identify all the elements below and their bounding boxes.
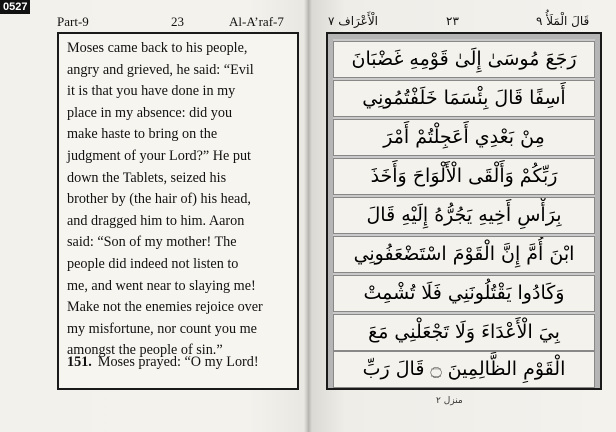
translation-line: amongst the people of sin.” (67, 342, 223, 359)
translation-line: my misfortune, nor count you me (67, 320, 257, 337)
arabic-text-block (333, 39, 595, 383)
verse-151 (67, 352, 291, 372)
verse-text: Moses prayed: “O my Lord! (97, 354, 259, 370)
arabic-line: رَبِّكُمْ وَأَلْقَى الْأَلْوَاحَ وَأَخَذَ (333, 158, 595, 195)
translation-line: brother by (the hair of) his head, (67, 191, 251, 208)
arabic-line: بِرَأْسِ أَخِيهِ يَجُرُّهُ إِلَيْهِ قَالَ (333, 197, 595, 234)
translation-frame (57, 32, 299, 390)
translation-line: me, and went near to slaying me! (67, 277, 256, 294)
translation-line: Make not the enemies rejoice over (67, 299, 263, 316)
book-gutter (304, 0, 312, 432)
translation-text (67, 38, 291, 362)
translation-line: it is that you have done in my (67, 83, 236, 100)
left-header-surah: Al-A’raf-7 (229, 14, 284, 29)
arabic-line: وَكَادُوا يَقْتُلُونَنِي فَلَا تُشْمِتْ (333, 275, 595, 312)
manzil-marker: منزل ٢ (436, 396, 463, 406)
translation-line: Moses came back to his people, (67, 40, 248, 56)
right-header-part: قَالَ الْمَلَأُ ٩ (536, 14, 590, 28)
arabic-frame (326, 32, 602, 390)
translation-line: place in my absence: did you (67, 104, 233, 121)
left-header-part: Part-9 (57, 14, 89, 29)
translation-line: down the Tablets, seized his (67, 169, 227, 186)
translation-line: make haste to bring on the (67, 126, 218, 143)
right-header-surah: الْأَعْرَاف ٧ (328, 14, 378, 28)
arabic-line: الْقَوْمِ الظَّالِمِينَ ۝ قَالَ رَبِّ (333, 351, 595, 388)
scan-tag: 0527 (0, 0, 30, 14)
arabic-line: ابْنَ أُمَّ إِنَّ الْقَوْمَ اسْتَضْعَفُونِي (333, 236, 595, 273)
translation-line: people did indeed not listen to (67, 255, 239, 272)
arabic-line: مِنْ بَعْدِي أَعَجِلْتُمْ أَمْرَ (333, 119, 595, 156)
arabic-line: رَجَعَ مُوسَىٰ إِلَىٰ قَوْمِهِ غَضْبَانَ (333, 41, 595, 78)
translation-line: judgment of your Lord?” He put (67, 147, 251, 164)
arabic-line: أَسِفًا قَالَ بِئْسَمَا خَلَفْتُمُونِي (333, 80, 595, 117)
translation-line: and dragged him to him. Aaron (67, 212, 245, 229)
verse-number: 151. (67, 354, 92, 370)
translation-line: said: “Son of my mother! The (67, 234, 237, 251)
left-header-page-number: 23 (171, 14, 184, 29)
arabic-line: بِيَ الْأَعْدَاءَ وَلَا تَجْعَلْنِي مَعَ (333, 314, 595, 351)
translation-line: angry and grieved, he said: “Evil (67, 61, 254, 78)
right-header-page-number: ٢٣ (446, 14, 459, 28)
